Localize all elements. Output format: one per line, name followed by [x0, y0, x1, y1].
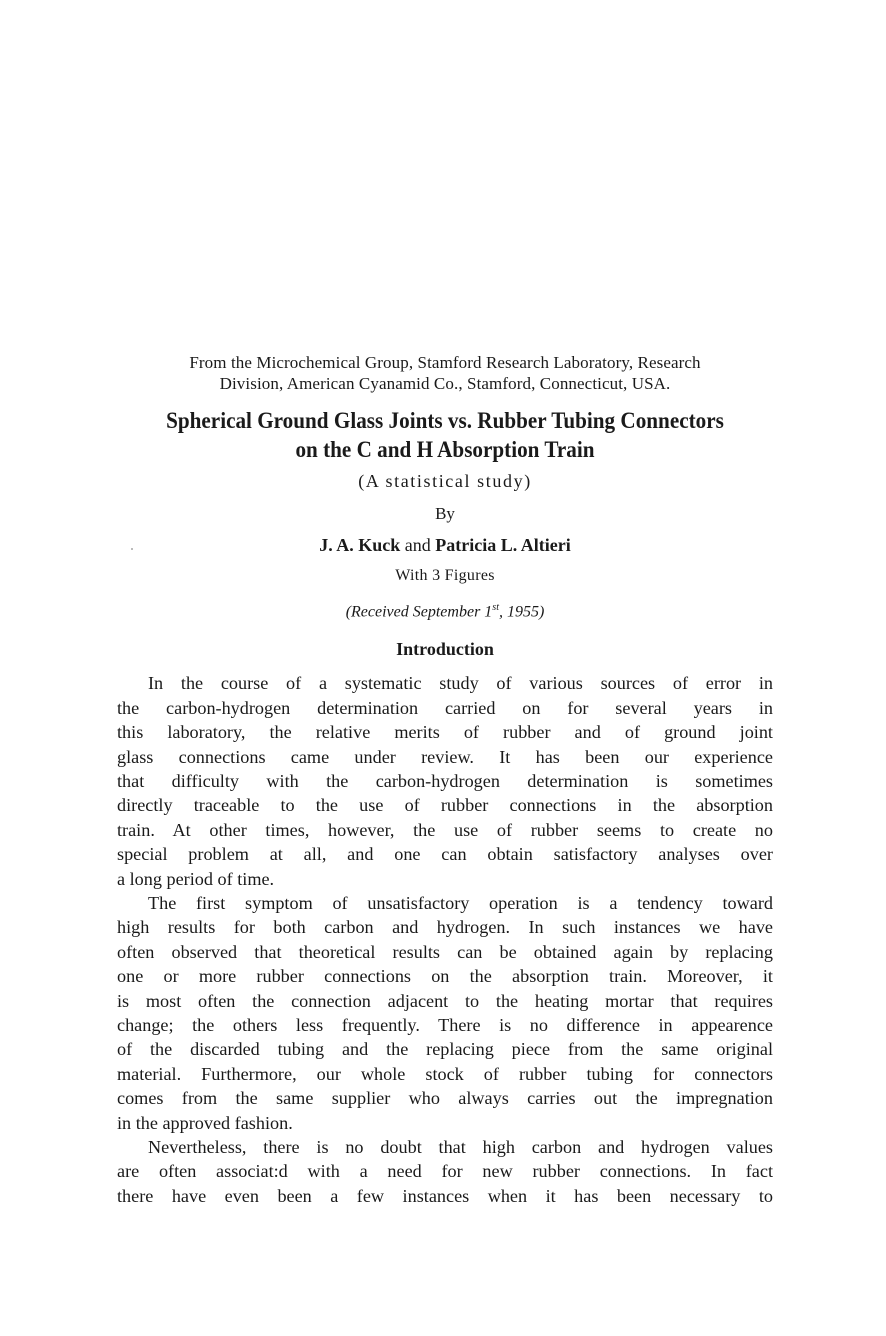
affiliation-line-1: From the Microchemical Group, Stamford Research Laboratory, Research: [189, 353, 701, 372]
text-line: special problem at all, and one can obtain satisfactory analyses over: [117, 844, 773, 865]
received-prefix: (Received September 1: [345, 603, 493, 621]
author-2: Patricia L. Altieri: [435, 535, 571, 555]
affiliation-line-2: Division, American Cyanamid Co., Stamford, Connecticut, USA.: [219, 374, 671, 393]
text-line: the carbon-hydrogen determination carried on for several years in: [117, 697, 773, 718]
figures-note: With 3 Figures: [395, 567, 495, 584]
text-line: Nevertheless, there is no doubt that high carbon and hydrogen values: [148, 1137, 773, 1158]
paper-page: [117, 352, 773, 1208]
body-text: [117, 671, 773, 1208]
text-line: directly traceable to the use of rubber connections in the absorption: [117, 795, 773, 816]
text-line: train. At other times, however, the use of rubber seems to create no: [117, 819, 773, 840]
paper-subtitle: (A statistical study): [358, 471, 532, 491]
text-line: that difficulty with the carbon-hydrogen determination is sometimes: [117, 770, 773, 791]
text-line: high results for both carbon and hydrogen. In such instances we have: [117, 917, 773, 938]
received-superscript: st: [492, 602, 499, 613]
text-line: In the course of a systematic study of various sources of error in: [148, 673, 773, 694]
title-line-2: on the C and H Absorption Train: [295, 437, 595, 462]
text-line: is most often the connection adjacent to the heating mortar that requires: [117, 990, 773, 1011]
author-1: J. A. Kuck: [319, 535, 401, 555]
author-conjunction: and: [404, 535, 431, 555]
text-line: are often associat:d with a need for new rubber connections. In fact: [117, 1161, 773, 1182]
section-heading-introduction: Introduction: [396, 639, 494, 660]
paper-title: [143, 406, 747, 464]
text-line: of the discarded tubing and the replacing piece from the same original: [117, 1039, 773, 1060]
text-line: one or more rubber connections on the absorption train. Moreover, it: [117, 966, 773, 987]
paragraph-2: [117, 891, 773, 1135]
text-line: a long period of time.: [117, 868, 275, 889]
text-line: glass connections came under review. It has been our experience: [117, 746, 773, 767]
text-line: there have even been a few instances when it has been necessary to: [117, 1185, 773, 1206]
text-line: comes from the same supplier who always carries out the impregnation: [117, 1088, 773, 1109]
text-line: The first symptom of unsatisfactory operation is a tendency toward: [148, 892, 773, 913]
author-line: [117, 534, 773, 556]
received-suffix: , 1955): [498, 603, 545, 621]
paragraph-1: [117, 671, 773, 891]
text-line: often observed that theoretical results can be obtained again by replacing: [117, 941, 773, 962]
text-line: material. Furthermore, our whole stock of rubber tubing for connectors: [117, 1063, 773, 1084]
by-line: By: [435, 504, 455, 523]
text-line: in the approved fashion.: [117, 1112, 293, 1133]
affiliation-block: [117, 352, 773, 394]
text-line: change; the others less frequently. There is no difference in appearence: [117, 1015, 773, 1036]
received-date: [117, 598, 773, 622]
title-line-1: Spherical Ground Glass Joints vs. Rubber Tubing Connectors: [166, 408, 724, 433]
text-line: this laboratory, the relative merits of rubber and of ground joint: [117, 722, 773, 743]
paragraph-3: [117, 1135, 773, 1208]
